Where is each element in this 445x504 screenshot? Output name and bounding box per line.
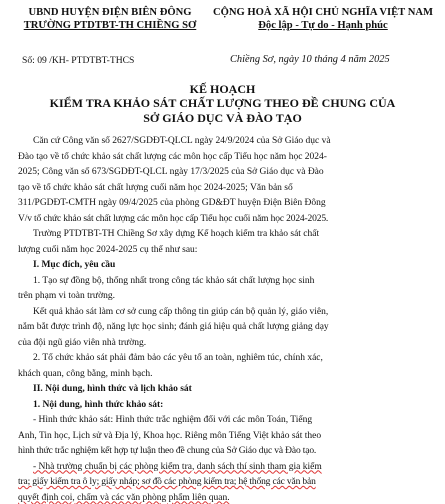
body-line: Đào tạo về tổ chức khảo sát chất lượng các môn học cấp Tiểu học năm học 2024-: [18, 151, 327, 162]
motto-line: Độc lập - Tự do - Hạnh phúc: [258, 20, 388, 31]
title-line-2: KIỂM TRA KHẢO SÁT CHẤT LƯỢNG THEO ĐỀ CHUNG CỦA: [49, 96, 396, 110]
body-line: Trường PTDTBT-TH Chiềng Sơ xây dựng Kế hoạch kiểm tra khảo sát chất: [33, 229, 320, 239]
body-line: Kết quả khảo sát làm cơ sở cung cấp thông tin giúp cán bộ quản lý, giáo viên,: [33, 306, 329, 317]
body-line: khách quan, công bằng, minh bạch.: [18, 368, 153, 379]
body-line: 2. Tổ chức khảo sát phải đảm bảo các yêu tố an toàn, nghiêm túc, chính xác,: [33, 353, 323, 363]
section-heading: II. Nội dung, hình thức và lịch khảo sát: [33, 384, 192, 394]
body-line: 1. Tạo sự đồng bộ, thống nhất trong công tác khảo sát chất lượng học sinh: [33, 275, 315, 286]
document-body: [18, 134, 438, 504]
body-line: trên phạm vi toàn trường.: [18, 291, 115, 301]
body-line: Anh, Tin học, Lịch sử và Địa lý, Khoa học. Riêng môn Tiếng Việt khảo sát theo: [18, 430, 322, 441]
body-line: Căn cứ Công văn số 2627/SGDĐT-QLCL ngày 24/9/2024 của Sở Giáo dục và: [33, 136, 331, 146]
body-line: 311/PGDĐT-CMTH ngày 09/4/2025 của phòng GD&ĐT huyện Điện Biên Đông: [18, 198, 326, 208]
body-line: nắm bắt được trình độ, năng lực học sinh; đánh giá hiệu quả chất lượng giảng dạy: [18, 322, 329, 332]
title-line-3: SỞ GIÁO DỤC VÀ ĐÀO TẠO: [143, 111, 302, 125]
country-name: CỘNG HOÀ XÃ HỘI CHỦ NGHĨA VIỆT NAM: [212, 7, 434, 18]
body-line: tạo về tổ chức khảo sát chất lượng cuối năm học 2024-2025; Văn bản số: [18, 182, 293, 193]
section-heading: I. Mục đích, yêu cầu: [33, 260, 116, 270]
national-motto: [204, 6, 442, 32]
body-line: V/v tổ chức khảo sát chất lượng các môn học cấp Tiểu học cuối năm học 2024-2025.: [18, 213, 329, 224]
org-parent-name: UBND HUYỆN ĐIỆN BIÊN ĐÔNG: [28, 7, 192, 18]
body-line: của đội ngũ giáo viên nhà trường.: [18, 337, 147, 348]
body-line: quyết định coi, chấm và các văn phòng phẩm liên quan.: [18, 492, 230, 503]
document-title: [0, 82, 445, 126]
date-place: Chiềng Sơ, ngày 10 tháng 4 năm 2025: [230, 54, 390, 65]
body-line: hình thức trắc nghiệm kết hợp tự luận theo đề chung của Sở Giáo dục và Đào tạo.: [18, 446, 317, 456]
org-school-name: TRƯỜNG PTDTBT-TH CHIỀNG SƠ: [23, 20, 197, 31]
document-number: Số: 09 /KH- PTDTBT-THCS: [22, 55, 135, 66]
body-line: lượng cuối năm học 2024-2025 cụ thể như sau:: [18, 244, 198, 255]
issuing-organization: [10, 6, 210, 32]
body-line: - Hình thức khảo sát: Hình thức trắc nghiệm đối với các môn Toán, Tiếng: [33, 415, 313, 425]
body-line: 2025; Công văn số 673/SGDĐT-QLCL ngày 17/3/2025 của Sở Giáo dục và Đào: [18, 167, 324, 177]
body-line: tra; giấy kiểm tra ô ly; giấy nháp; sơ đồ các phòng kiểm tra; hệ thống các văn bản: [18, 477, 316, 487]
subsection-heading: 1. Nội dung, hình thức khảo sát:: [33, 399, 164, 410]
body-line: - Nhà trường chuẩn bị các phòng kiểm tra, danh sách thí sinh tham gia kiểm: [33, 461, 322, 472]
title-line-1: KẾ HOẠCH: [189, 82, 256, 96]
